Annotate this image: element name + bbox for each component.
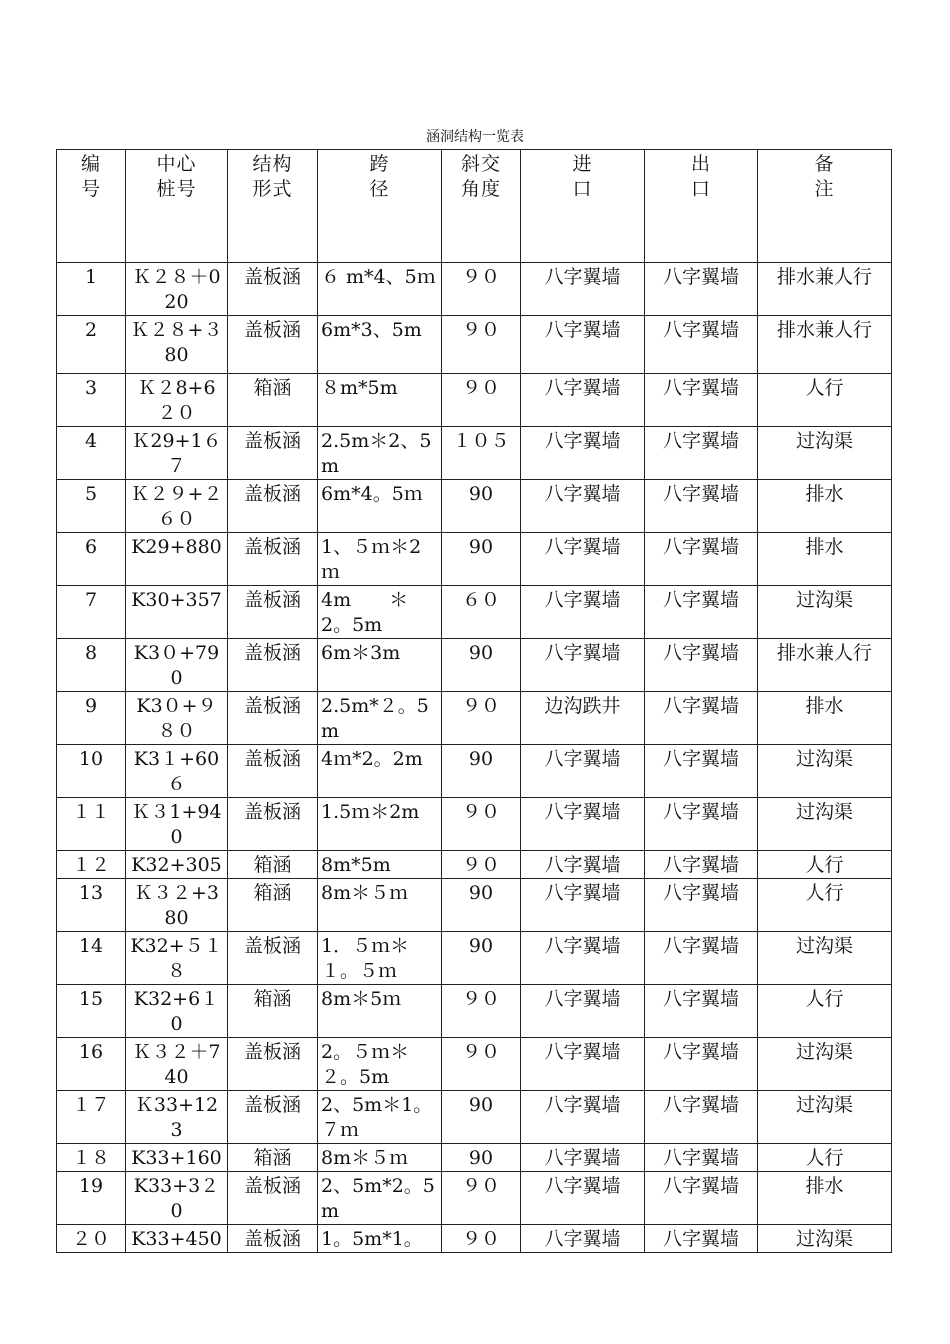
cell-span: ６ m*4、5ｍ	[318, 263, 442, 316]
cell-skew: ９０	[442, 692, 521, 745]
cell-outlet: 八字翼墙	[645, 985, 758, 1038]
cell-span: 6m*4。5ｍ	[318, 480, 442, 533]
cell-no: １７	[57, 1091, 126, 1144]
cell-station: K3０+９８０	[126, 692, 228, 745]
cell-station: K3０+790	[126, 639, 228, 692]
cell-station: K33+160	[126, 1144, 228, 1172]
cell-outlet: 八字翼墙	[645, 316, 758, 374]
cell-outlet: 八字翼墙	[645, 1172, 758, 1225]
cell-outlet: 八字翼墙	[645, 851, 758, 879]
cell-structure: 盖板涵	[228, 1091, 318, 1144]
cell-structure: 盖板涵	[228, 263, 318, 316]
cell-inlet: 八字翼墙	[521, 932, 645, 985]
table-row	[57, 692, 892, 745]
cell-remarks: 过沟渠	[758, 798, 892, 851]
cell-remarks: 人行	[758, 851, 892, 879]
cell-remarks: 过沟渠	[758, 1225, 892, 1253]
cell-skew: ９０	[442, 798, 521, 851]
cell-station: K32+305	[126, 851, 228, 879]
cell-outlet: 八字翼墙	[645, 374, 758, 427]
cell-span: 1、５ｍ＊2ｍ	[318, 533, 442, 586]
cell-skew: ９０	[442, 851, 521, 879]
cell-skew: ６０	[442, 586, 521, 639]
cell-outlet: 八字翼墙	[645, 586, 758, 639]
cell-structure: 盖板涵	[228, 798, 318, 851]
cell-station: K30+357	[126, 586, 228, 639]
cell-station: Ｋ２９+２６０	[126, 480, 228, 533]
cell-remarks: 排水	[758, 1172, 892, 1225]
cell-outlet: 八字翼墙	[645, 639, 758, 692]
cell-inlet: 八字翼墙	[521, 1144, 645, 1172]
cell-inlet: 八字翼墙	[521, 639, 645, 692]
cell-structure: 盖板涵	[228, 586, 318, 639]
cell-skew: ９０	[442, 316, 521, 374]
cell-station: Ｋ29+1６７	[126, 427, 228, 480]
cell-structure: 盖板涵	[228, 1038, 318, 1091]
table-row	[57, 1091, 892, 1144]
cell-no: 13	[57, 879, 126, 932]
cell-no: 7	[57, 586, 126, 639]
cell-span: 1．５ｍ＊１。５ｍ	[318, 932, 442, 985]
cell-no: 2	[57, 316, 126, 374]
cell-skew: １０５	[442, 427, 521, 480]
cell-remarks: 人行	[758, 1144, 892, 1172]
cell-inlet: 八字翼墙	[521, 427, 645, 480]
table-row	[57, 480, 892, 533]
cell-no: 4	[57, 427, 126, 480]
cell-structure: 箱涵	[228, 1144, 318, 1172]
cell-no: 5	[57, 480, 126, 533]
table-row	[57, 427, 892, 480]
cell-no: 15	[57, 985, 126, 1038]
cell-station: Ｋ２８＋020	[126, 263, 228, 316]
cell-station: K32+6１0	[126, 985, 228, 1038]
cell-remarks: 人行	[758, 985, 892, 1038]
table-row	[57, 533, 892, 586]
cell-remarks: 过沟渠	[758, 586, 892, 639]
table-row	[57, 374, 892, 427]
cell-remarks: 排水	[758, 480, 892, 533]
header-outlet: 出 口	[645, 150, 758, 263]
table-row	[57, 932, 892, 985]
cell-no: 1	[57, 263, 126, 316]
cell-remarks: 排水兼人行	[758, 263, 892, 316]
cell-inlet: 八字翼墙	[521, 1172, 645, 1225]
table-row	[57, 851, 892, 879]
cell-inlet: 八字翼墙	[521, 1091, 645, 1144]
cell-structure: 盖板涵	[228, 316, 318, 374]
cell-station: Ｋ33+123	[126, 1091, 228, 1144]
cell-skew: 90	[442, 745, 521, 798]
cell-structure: 盖板涵	[228, 1172, 318, 1225]
cell-skew: 90	[442, 1091, 521, 1144]
cell-skew: 90	[442, 533, 521, 586]
header-inlet: 进 口	[521, 150, 645, 263]
cell-span: 2、5m＊1。７ｍ	[318, 1091, 442, 1144]
header-remarks: 备 注	[758, 150, 892, 263]
cell-remarks: 人行	[758, 879, 892, 932]
cell-station: Ｋ２８+３80	[126, 316, 228, 374]
cell-span: 8m＊５ｍ	[318, 879, 442, 932]
cell-inlet: 八字翼墙	[521, 879, 645, 932]
cell-station: K33+450	[126, 1225, 228, 1253]
cell-span: 8m＊5ｍ	[318, 985, 442, 1038]
cell-remarks: 排水兼人行	[758, 316, 892, 374]
cell-structure: 盖板涵	[228, 745, 318, 798]
cell-outlet: 八字翼墙	[645, 1038, 758, 1091]
cell-inlet: 八字翼墙	[521, 263, 645, 316]
cell-station: Ｋ３２+380	[126, 879, 228, 932]
cell-structure: 箱涵	[228, 851, 318, 879]
cell-outlet: 八字翼墙	[645, 1225, 758, 1253]
header-no: 编 号	[57, 150, 126, 263]
table-row	[57, 1038, 892, 1091]
cell-outlet: 八字翼墙	[645, 1091, 758, 1144]
cell-span: 8m＊５ｍ	[318, 1144, 442, 1172]
cell-no: 8	[57, 639, 126, 692]
cell-no: 3	[57, 374, 126, 427]
cell-structure: 盖板涵	[228, 427, 318, 480]
table-row	[57, 1225, 892, 1253]
cell-remarks: 过沟渠	[758, 745, 892, 798]
cell-skew: 90	[442, 932, 521, 985]
cell-station: K29+880	[126, 533, 228, 586]
cell-inlet: 八字翼墙	[521, 533, 645, 586]
cell-skew: 90	[442, 1144, 521, 1172]
cell-no: １８	[57, 1144, 126, 1172]
cell-structure: 盖板涵	[228, 1225, 318, 1253]
cell-span: 1。5m*1。	[318, 1225, 442, 1253]
cell-outlet: 八字翼墙	[645, 427, 758, 480]
cell-no: 16	[57, 1038, 126, 1091]
cell-skew: ９０	[442, 985, 521, 1038]
cell-span: 4ｍ*2。2m	[318, 745, 442, 798]
header-station: 中心 桩号	[126, 150, 228, 263]
cell-outlet: 八字翼墙	[645, 745, 758, 798]
header-structure: 结构 形式	[228, 150, 318, 263]
table-row	[57, 798, 892, 851]
cell-inlet: 边沟跌井	[521, 692, 645, 745]
cell-skew: 90	[442, 879, 521, 932]
cell-span: 6m＊3m	[318, 639, 442, 692]
table-row	[57, 879, 892, 932]
cell-inlet: 八字翼墙	[521, 480, 645, 533]
cell-skew: ９０	[442, 1172, 521, 1225]
cell-remarks: 过沟渠	[758, 427, 892, 480]
cell-outlet: 八字翼墙	[645, 480, 758, 533]
table-row	[57, 985, 892, 1038]
cell-structure: 箱涵	[228, 879, 318, 932]
cell-inlet: 八字翼墙	[521, 798, 645, 851]
cell-span: 2、5m*2。5m	[318, 1172, 442, 1225]
header-span: 跨 径	[318, 150, 442, 263]
cell-skew: 90	[442, 480, 521, 533]
cell-no: １１	[57, 798, 126, 851]
cell-station: Ｋ３２＋740	[126, 1038, 228, 1091]
cell-station: Ｋ２8+6２０	[126, 374, 228, 427]
page-title: 涵洞结构一览表	[426, 129, 524, 145]
cell-inlet: 八字翼墙	[521, 1225, 645, 1253]
table-row	[57, 1172, 892, 1225]
cell-span: 8m*5m	[318, 851, 442, 879]
cell-outlet: 八字翼墙	[645, 932, 758, 985]
cell-structure: 箱涵	[228, 374, 318, 427]
culvert-structure-table	[56, 149, 892, 1253]
cell-remarks: 排水兼人行	[758, 639, 892, 692]
cell-remarks: 过沟渠	[758, 1038, 892, 1091]
table-header-row	[57, 150, 892, 263]
cell-outlet: 八字翼墙	[645, 533, 758, 586]
cell-station: K3１+60６	[126, 745, 228, 798]
cell-inlet: 八字翼墙	[521, 851, 645, 879]
cell-no: ２０	[57, 1225, 126, 1253]
cell-structure: 盖板涵	[228, 639, 318, 692]
table-row	[57, 316, 892, 374]
cell-remarks: 人行	[758, 374, 892, 427]
table-row	[57, 639, 892, 692]
cell-span: 4m ＊2。5m	[318, 586, 442, 639]
cell-skew: ９０	[442, 263, 521, 316]
cell-skew: ９０	[442, 1225, 521, 1253]
cell-outlet: 八字翼墙	[645, 263, 758, 316]
cell-outlet: 八字翼墙	[645, 879, 758, 932]
cell-inlet: 八字翼墙	[521, 745, 645, 798]
cell-outlet: 八字翼墙	[645, 1144, 758, 1172]
cell-remarks: 过沟渠	[758, 932, 892, 985]
cell-outlet: 八字翼墙	[645, 798, 758, 851]
table-row	[57, 263, 892, 316]
cell-skew: ９０	[442, 1038, 521, 1091]
cell-span: 2。５ｍ＊２。5m	[318, 1038, 442, 1091]
cell-inlet: 八字翼墙	[521, 1038, 645, 1091]
cell-span: 2.5m＊2、5m	[318, 427, 442, 480]
cell-span: 1.5ｍ＊2m	[318, 798, 442, 851]
cell-remarks: 排水	[758, 533, 892, 586]
cell-structure: 盖板涵	[228, 480, 318, 533]
cell-skew: ９０	[442, 374, 521, 427]
cell-no: 19	[57, 1172, 126, 1225]
cell-station: K33+3２0	[126, 1172, 228, 1225]
cell-inlet: 八字翼墙	[521, 586, 645, 639]
header-skew: 斜交 角度	[442, 150, 521, 263]
cell-station: K32+５１８	[126, 932, 228, 985]
cell-structure: 盖板涵	[228, 533, 318, 586]
table-row	[57, 1144, 892, 1172]
cell-inlet: 八字翼墙	[521, 316, 645, 374]
cell-structure: 盖板涵	[228, 932, 318, 985]
cell-structure: 盖板涵	[228, 692, 318, 745]
table-row	[57, 586, 892, 639]
cell-span: 2.5m*２。5m	[318, 692, 442, 745]
cell-outlet: 八字翼墙	[645, 692, 758, 745]
cell-no: 9	[57, 692, 126, 745]
cell-no: 14	[57, 932, 126, 985]
cell-structure: 箱涵	[228, 985, 318, 1038]
table-row	[57, 745, 892, 798]
cell-station: Ｋ３1+940	[126, 798, 228, 851]
cell-no: 6	[57, 533, 126, 586]
cell-remarks: 排水	[758, 692, 892, 745]
cell-span: 6m*3、5m	[318, 316, 442, 374]
cell-inlet: 八字翼墙	[521, 374, 645, 427]
cell-remarks: 过沟渠	[758, 1091, 892, 1144]
cell-inlet: 八字翼墙	[521, 985, 645, 1038]
cell-no: 10	[57, 745, 126, 798]
cell-skew: 90	[442, 639, 521, 692]
cell-no: １２	[57, 851, 126, 879]
cell-span: ８m*5m	[318, 374, 442, 427]
